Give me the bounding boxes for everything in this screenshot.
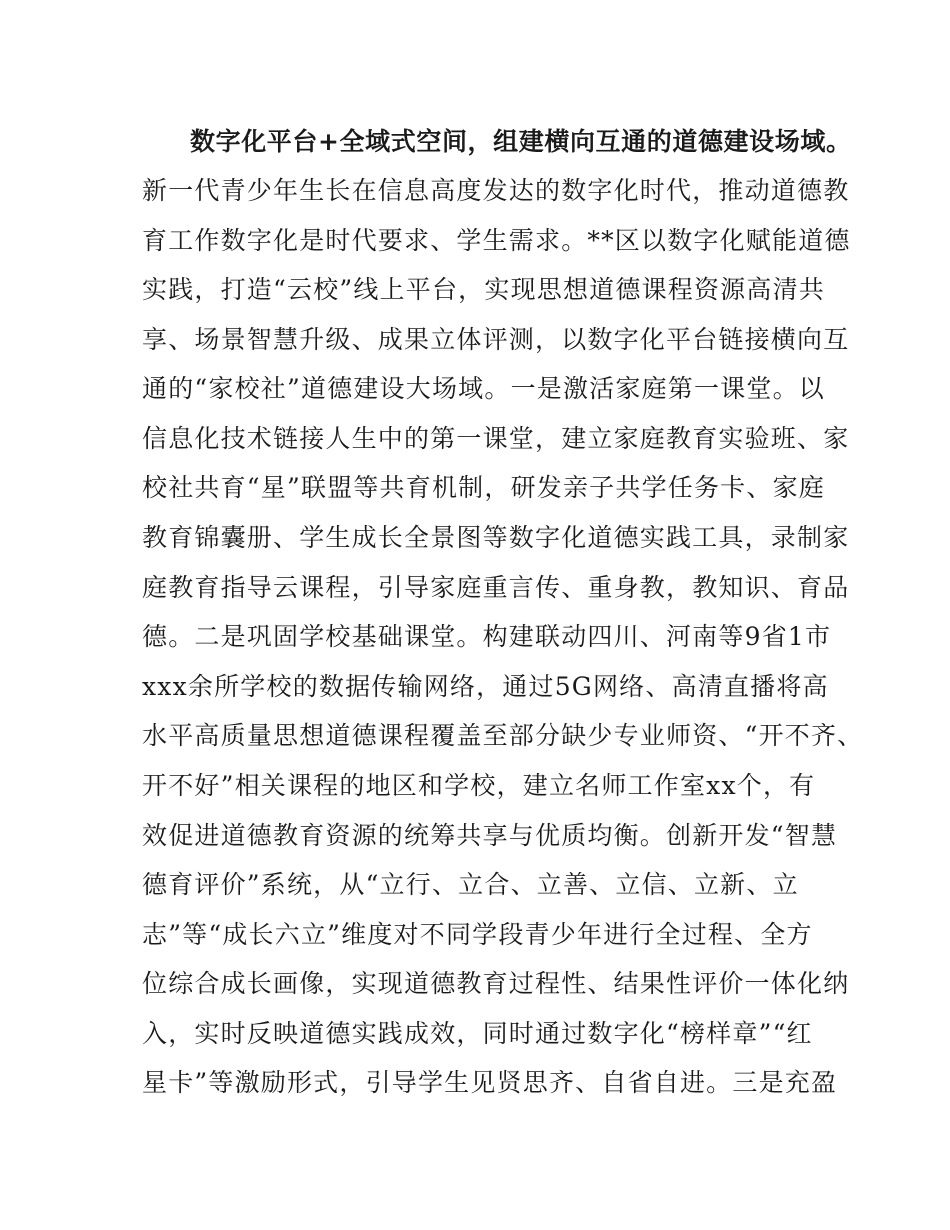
text-line-1: 新一代青少年生长在信息高度发达的数字化时代，推动道德教 xyxy=(142,176,850,205)
text-line-5: 通的“家校社”道德建设大场域。一是激活家庭第一课堂。以 xyxy=(142,374,825,403)
text-line-8: 教育锦囊册、学生成长全景图等数字化道德实践工具，录制家 xyxy=(142,523,850,552)
text-line-19: 星卡”等激励形式，引导学生见贤思齐、自省自进。三是充盈 xyxy=(142,1068,838,1097)
text-line-12: 水平高质量思想道德课程覆盖至部分缺少专业师资、“开不齐、 xyxy=(142,721,864,750)
paragraph-heading: 数字化平台+全域式空间，组建横向互通的道德建设场域。 xyxy=(190,127,852,156)
text-line-15: 德育评价”系统，从“立行、立合、立善、立信、立新、立 xyxy=(142,870,799,899)
text-line-3: 实践，打造“云校”线上平台，实现思想道德课程资源高清共 xyxy=(142,275,825,304)
text-line-11: xxx余所学校的数据传输网络，通过5G网络、高清直播将高 xyxy=(142,672,829,701)
text-line-2: 育工作数字化是时代要求、学生需求。**区以数字化赋能道德 xyxy=(142,226,851,255)
text-line-4: 享、场景智慧升级、成果立体评测，以数字化平台链接横向互 xyxy=(142,325,850,354)
text-line-13: 开不好”相关课程的地区和学校，建立名师工作室xx个，有 xyxy=(142,771,816,800)
text-line-14: 效促进道德教育资源的统筹共享与优质均衡。创新开发“智慧 xyxy=(142,821,838,850)
text-line-9: 庭教育指导云课程，引导家庭重言传、重身教，教知识、育品 xyxy=(142,573,850,602)
text-line-7: 校社共育“星”联盟等共育机制，研发亲子共学任务卡、家庭 xyxy=(142,473,825,502)
text-line-6: 信息化技术链接人生中的第一课堂，建立家庭教育实验班、家 xyxy=(142,424,850,453)
text-line-10: 德。二是巩固学校基础课堂。构建联动四川、河南等9省1市 xyxy=(142,622,832,651)
text-line-16: 志”等“成长六立”维度对不同学段青少年进行全过程、全方 xyxy=(142,920,813,949)
text-line-17: 位综合成长画像，实现道德教育过程性、结果性评价一体化纳 xyxy=(142,969,850,998)
text-line-18: 入，实时反映道德实践成效，同时通过数字化“榜样章”“红 xyxy=(142,1019,813,1048)
